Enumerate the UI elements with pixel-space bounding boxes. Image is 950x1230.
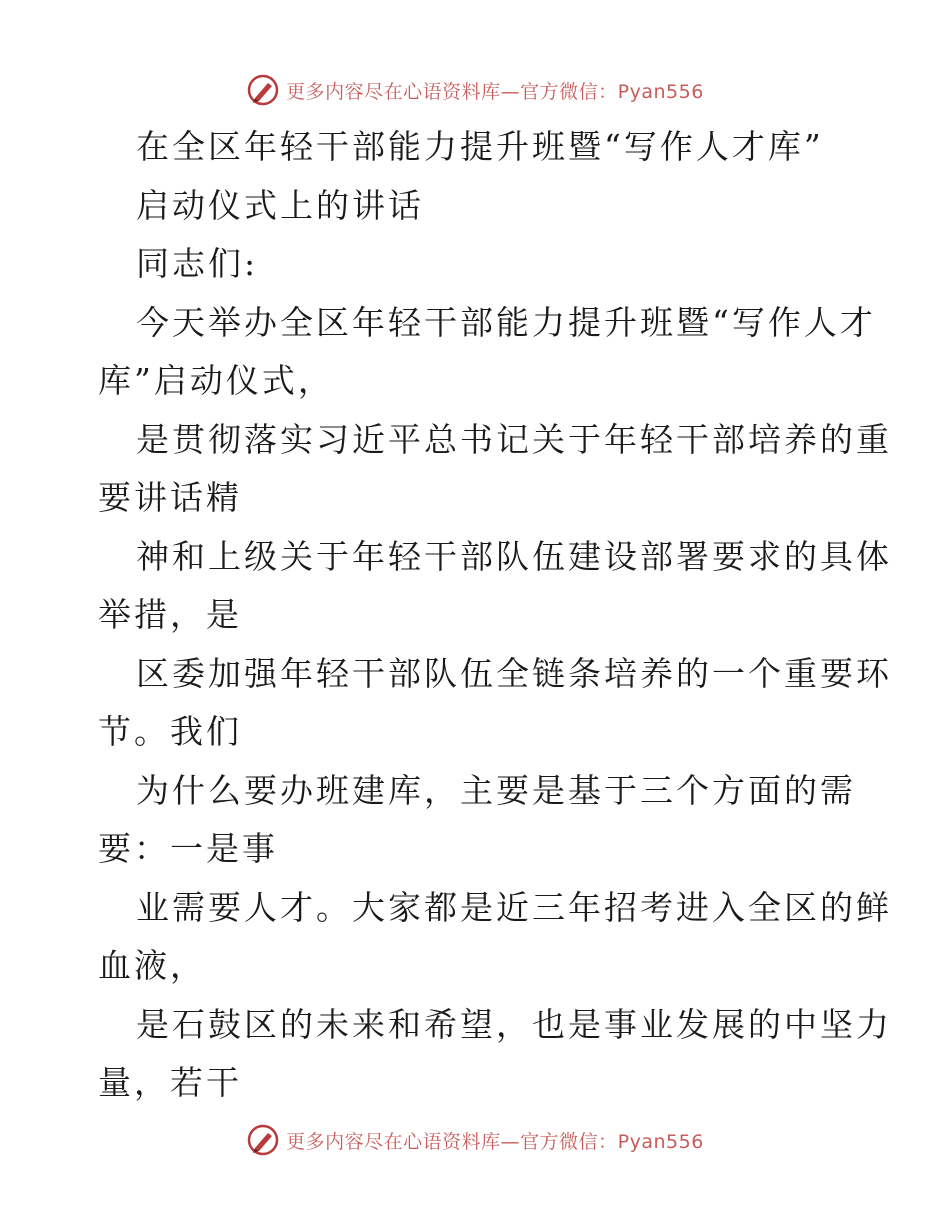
text-line: 业需要人才。大家都是近三年招考进入全区的鲜 xyxy=(136,887,892,927)
pen-logo-icon xyxy=(246,73,280,107)
text-line: 神和上级关于年轻干部队伍建设部署要求的具体 xyxy=(136,536,892,576)
text-line: 是贯彻落实习近平总书记关于年轻干部培养的重 xyxy=(136,419,892,459)
text-line: 血液， xyxy=(98,946,206,985)
text-line: 今天举办全区年轻干部能力提升班暨“写作人才 xyxy=(136,302,876,342)
text-line: 为什么要办班建库，主要是基于三个方面的需 xyxy=(136,770,856,810)
text-line: 在全区年轻干部能力提升班暨“写作人才库” xyxy=(136,127,824,166)
text-line: 节。我们 xyxy=(98,712,242,751)
text-line: 量，若干 xyxy=(98,1063,242,1102)
text-line: 举措，是 xyxy=(98,595,242,634)
pen-logo-icon xyxy=(246,1123,280,1157)
text-line: 要讲话精 xyxy=(98,478,242,517)
text-line: 同志们: xyxy=(136,244,259,283)
text-line: 要：一是事 xyxy=(98,829,278,868)
text-line: 库”启动仪式， xyxy=(98,361,334,400)
text-line: 启动仪式上的讲话 xyxy=(136,185,424,225)
watermark-text: 更多内容尽在心语资料库—官方微信：Pyan556 xyxy=(286,1130,704,1153)
watermark-header xyxy=(0,70,950,110)
text-line: 区委加强年轻干部队伍全链条培养的一个重要环 xyxy=(136,653,892,693)
watermark-text: 更多内容尽在心语资料库—官方微信：Pyan556 xyxy=(286,80,704,103)
watermark-footer xyxy=(0,1120,950,1160)
text-line: 是石鼓区的未来和希望，也是事业发展的中坚力 xyxy=(136,1004,892,1044)
document-body xyxy=(98,118,892,1113)
